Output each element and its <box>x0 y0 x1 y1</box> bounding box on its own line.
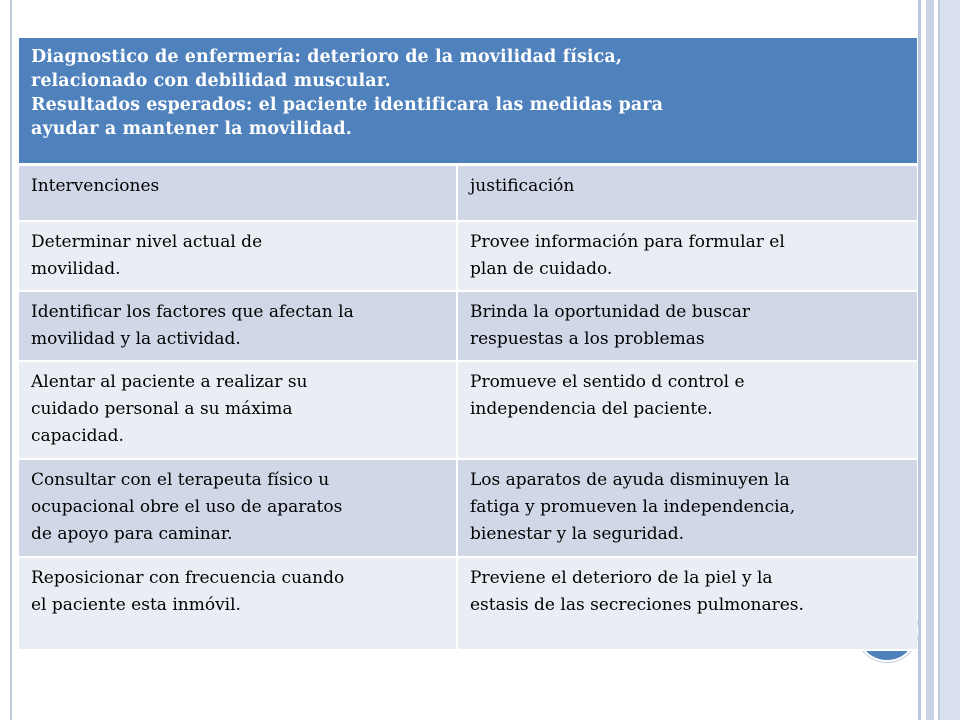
care-plan-table-container <box>19 38 917 651</box>
expected-results-line: Resultados esperados: el paciente identificara las medidas para <box>31 95 664 115</box>
slide-right-band <box>938 0 960 720</box>
cell-text: cuidado personal a su máxima <box>31 399 293 419</box>
column-header-interventions: Intervenciones <box>19 165 457 222</box>
justification-cell <box>457 557 917 650</box>
table-row <box>19 557 917 650</box>
cell-text: de apoyo para caminar. <box>31 524 233 544</box>
cell-text: fatiga y promueven la independencia, <box>470 497 796 517</box>
justification-cell <box>457 361 917 459</box>
cell-text: Consultar con el terapeuta físico u <box>31 470 330 490</box>
cell-text: plan de cuidado. <box>470 259 613 279</box>
cell-text: respuestas a los problemas <box>470 329 705 349</box>
justification-cell <box>457 221 917 291</box>
table-header <box>19 38 917 165</box>
expected-results-line: ayudar a mantener la movilidad. <box>31 119 352 139</box>
cell-text: el paciente esta inmóvil. <box>31 595 241 615</box>
cell-text: Provee información para formular el <box>470 232 785 252</box>
table-row <box>19 221 917 291</box>
cell-text: independencia del paciente. <box>470 399 713 419</box>
cell-text: Alentar al paciente a realizar su <box>31 372 308 392</box>
intervention-cell <box>19 291 457 361</box>
cell-text: Determinar nivel actual de <box>31 232 263 252</box>
cell-text: Previene el deterioro de la piel y la <box>470 568 773 588</box>
column-header-justification: justificación <box>457 165 917 222</box>
intervention-cell <box>19 459 457 557</box>
diagnosis-line: Diagnostico de enfermería: deterioro de la movilidad física, <box>31 47 623 67</box>
cell-text: Brinda la oportunidad de buscar <box>470 302 751 322</box>
intervention-cell <box>19 557 457 650</box>
justification-cell <box>457 291 917 361</box>
table-row <box>19 361 917 459</box>
column-header-row <box>19 165 917 222</box>
cell-text: estasis de las secreciones pulmonares. <box>470 595 804 615</box>
table-row <box>19 459 917 557</box>
slide-left-rule <box>10 0 12 720</box>
cell-text: Los aparatos de ayuda disminuyen la <box>470 470 790 490</box>
diagnosis-line: relacionado con debilidad muscular. <box>31 71 391 91</box>
cell-text: Reposicionar con frecuencia cuando <box>31 568 345 588</box>
intervention-cell <box>19 361 457 459</box>
cell-text: ocupacional obre el uso de aparatos <box>31 497 343 517</box>
cell-text: movilidad. <box>31 259 121 279</box>
cell-text: bienestar y la seguridad. <box>470 524 685 544</box>
care-plan-table <box>19 38 917 651</box>
slide-right-band <box>918 0 921 720</box>
cell-text: Promueve el sentido d control e <box>470 372 745 392</box>
slide-right-band <box>926 0 934 720</box>
intervention-cell <box>19 221 457 291</box>
cell-text: movilidad y la actividad. <box>31 329 241 349</box>
justification-cell <box>457 459 917 557</box>
table-row <box>19 291 917 361</box>
cell-text: Identificar los factores que afectan la <box>31 302 354 322</box>
cell-text: capacidad. <box>31 426 124 446</box>
